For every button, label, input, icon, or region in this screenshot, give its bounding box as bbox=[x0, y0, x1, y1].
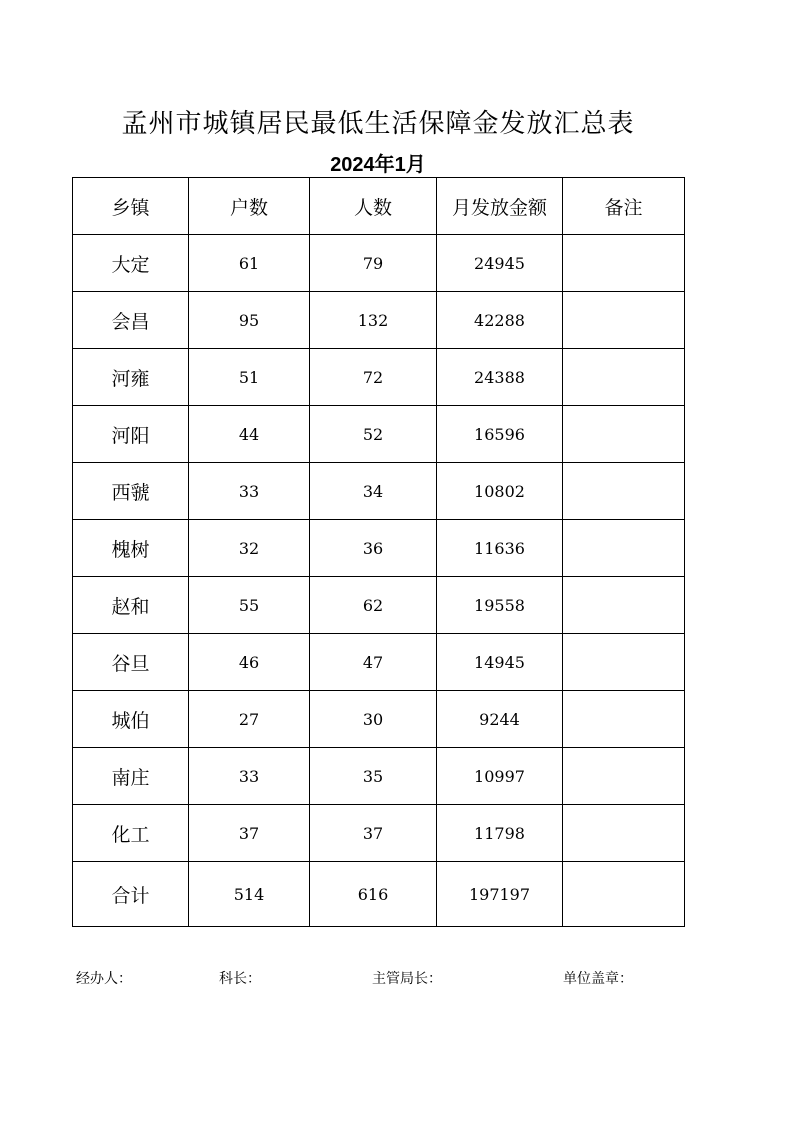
cell-amount: 24945 bbox=[437, 235, 563, 292]
cell-households: 44 bbox=[189, 406, 310, 463]
table-row bbox=[73, 577, 685, 634]
cell-amount: 9244 bbox=[437, 691, 563, 748]
page-subtitle: 2024年1月 bbox=[330, 154, 426, 176]
cell-town: 会昌 bbox=[73, 292, 189, 349]
cell-households: 27 bbox=[189, 691, 310, 748]
table-row bbox=[73, 349, 685, 406]
cell-town: 城伯 bbox=[73, 691, 189, 748]
cell-people: 52 bbox=[310, 406, 437, 463]
cell-note bbox=[563, 235, 685, 292]
cell-people: 132 bbox=[310, 292, 437, 349]
column-header-households: 户数 bbox=[189, 178, 310, 235]
page-title: 孟州市城镇居民最低生活保障金发放汇总表 bbox=[121, 109, 635, 139]
cell-town: 化工 bbox=[73, 805, 189, 862]
cell-note bbox=[563, 463, 685, 520]
cell-town: 槐树 bbox=[73, 520, 189, 577]
cell-town: 大定 bbox=[73, 235, 189, 292]
summary-table bbox=[72, 177, 685, 927]
cell-town: 河雍 bbox=[73, 349, 189, 406]
cell-town: 赵和 bbox=[73, 577, 189, 634]
cell-households: 33 bbox=[189, 748, 310, 805]
cell-note bbox=[563, 862, 685, 927]
cell-note bbox=[563, 292, 685, 349]
table-row bbox=[73, 805, 685, 862]
cell-note bbox=[563, 634, 685, 691]
footer-director: 主管局长： bbox=[372, 971, 442, 987]
cell-amount: 16596 bbox=[437, 406, 563, 463]
table-header-row bbox=[73, 178, 685, 235]
cell-town: 河阳 bbox=[73, 406, 189, 463]
column-header-people: 人数 bbox=[310, 178, 437, 235]
cell-households: 514 bbox=[189, 862, 310, 927]
cell-people: 79 bbox=[310, 235, 437, 292]
cell-amount: 10802 bbox=[437, 463, 563, 520]
table-row bbox=[73, 292, 685, 349]
cell-people: 34 bbox=[310, 463, 437, 520]
cell-people: 30 bbox=[310, 691, 437, 748]
cell-amount: 14945 bbox=[437, 634, 563, 691]
table-row bbox=[73, 463, 685, 520]
total-row bbox=[73, 862, 685, 927]
table-body bbox=[73, 235, 685, 927]
cell-amount: 11798 bbox=[437, 805, 563, 862]
table-row bbox=[73, 406, 685, 463]
cell-amount: 197197 bbox=[437, 862, 563, 927]
footer-handler: 经办人： bbox=[76, 971, 132, 987]
column-header-town: 乡镇 bbox=[73, 178, 189, 235]
cell-amount: 19558 bbox=[437, 577, 563, 634]
cell-amount: 11636 bbox=[437, 520, 563, 577]
cell-people: 72 bbox=[310, 349, 437, 406]
cell-note bbox=[563, 805, 685, 862]
table-row bbox=[73, 634, 685, 691]
column-header-note: 备注 bbox=[563, 178, 685, 235]
cell-note bbox=[563, 691, 685, 748]
cell-households: 55 bbox=[189, 577, 310, 634]
column-header-amount: 月发放金额 bbox=[437, 178, 563, 235]
cell-households: 37 bbox=[189, 805, 310, 862]
cell-households: 51 bbox=[189, 349, 310, 406]
cell-people: 37 bbox=[310, 805, 437, 862]
table-row bbox=[73, 235, 685, 292]
cell-note bbox=[563, 406, 685, 463]
table-row bbox=[73, 748, 685, 805]
cell-town: 合计 bbox=[73, 862, 189, 927]
cell-households: 33 bbox=[189, 463, 310, 520]
cell-note bbox=[563, 577, 685, 634]
cell-households: 95 bbox=[189, 292, 310, 349]
cell-note bbox=[563, 520, 685, 577]
footer-section-chief: 科长： bbox=[219, 971, 261, 987]
cell-people: 35 bbox=[310, 748, 437, 805]
cell-people: 616 bbox=[310, 862, 437, 927]
cell-people: 36 bbox=[310, 520, 437, 577]
cell-amount: 24388 bbox=[437, 349, 563, 406]
cell-households: 46 bbox=[189, 634, 310, 691]
cell-people: 62 bbox=[310, 577, 437, 634]
cell-people: 47 bbox=[310, 634, 437, 691]
cell-town: 谷旦 bbox=[73, 634, 189, 691]
cell-town: 南庄 bbox=[73, 748, 189, 805]
cell-amount: 10997 bbox=[437, 748, 563, 805]
footer-seal: 单位盖章： bbox=[563, 971, 633, 987]
cell-households: 61 bbox=[189, 235, 310, 292]
cell-town: 西虢 bbox=[73, 463, 189, 520]
cell-households: 32 bbox=[189, 520, 310, 577]
cell-note bbox=[563, 349, 685, 406]
cell-amount: 42288 bbox=[437, 292, 563, 349]
table-row bbox=[73, 520, 685, 577]
table-row bbox=[73, 691, 685, 748]
cell-note bbox=[563, 748, 685, 805]
